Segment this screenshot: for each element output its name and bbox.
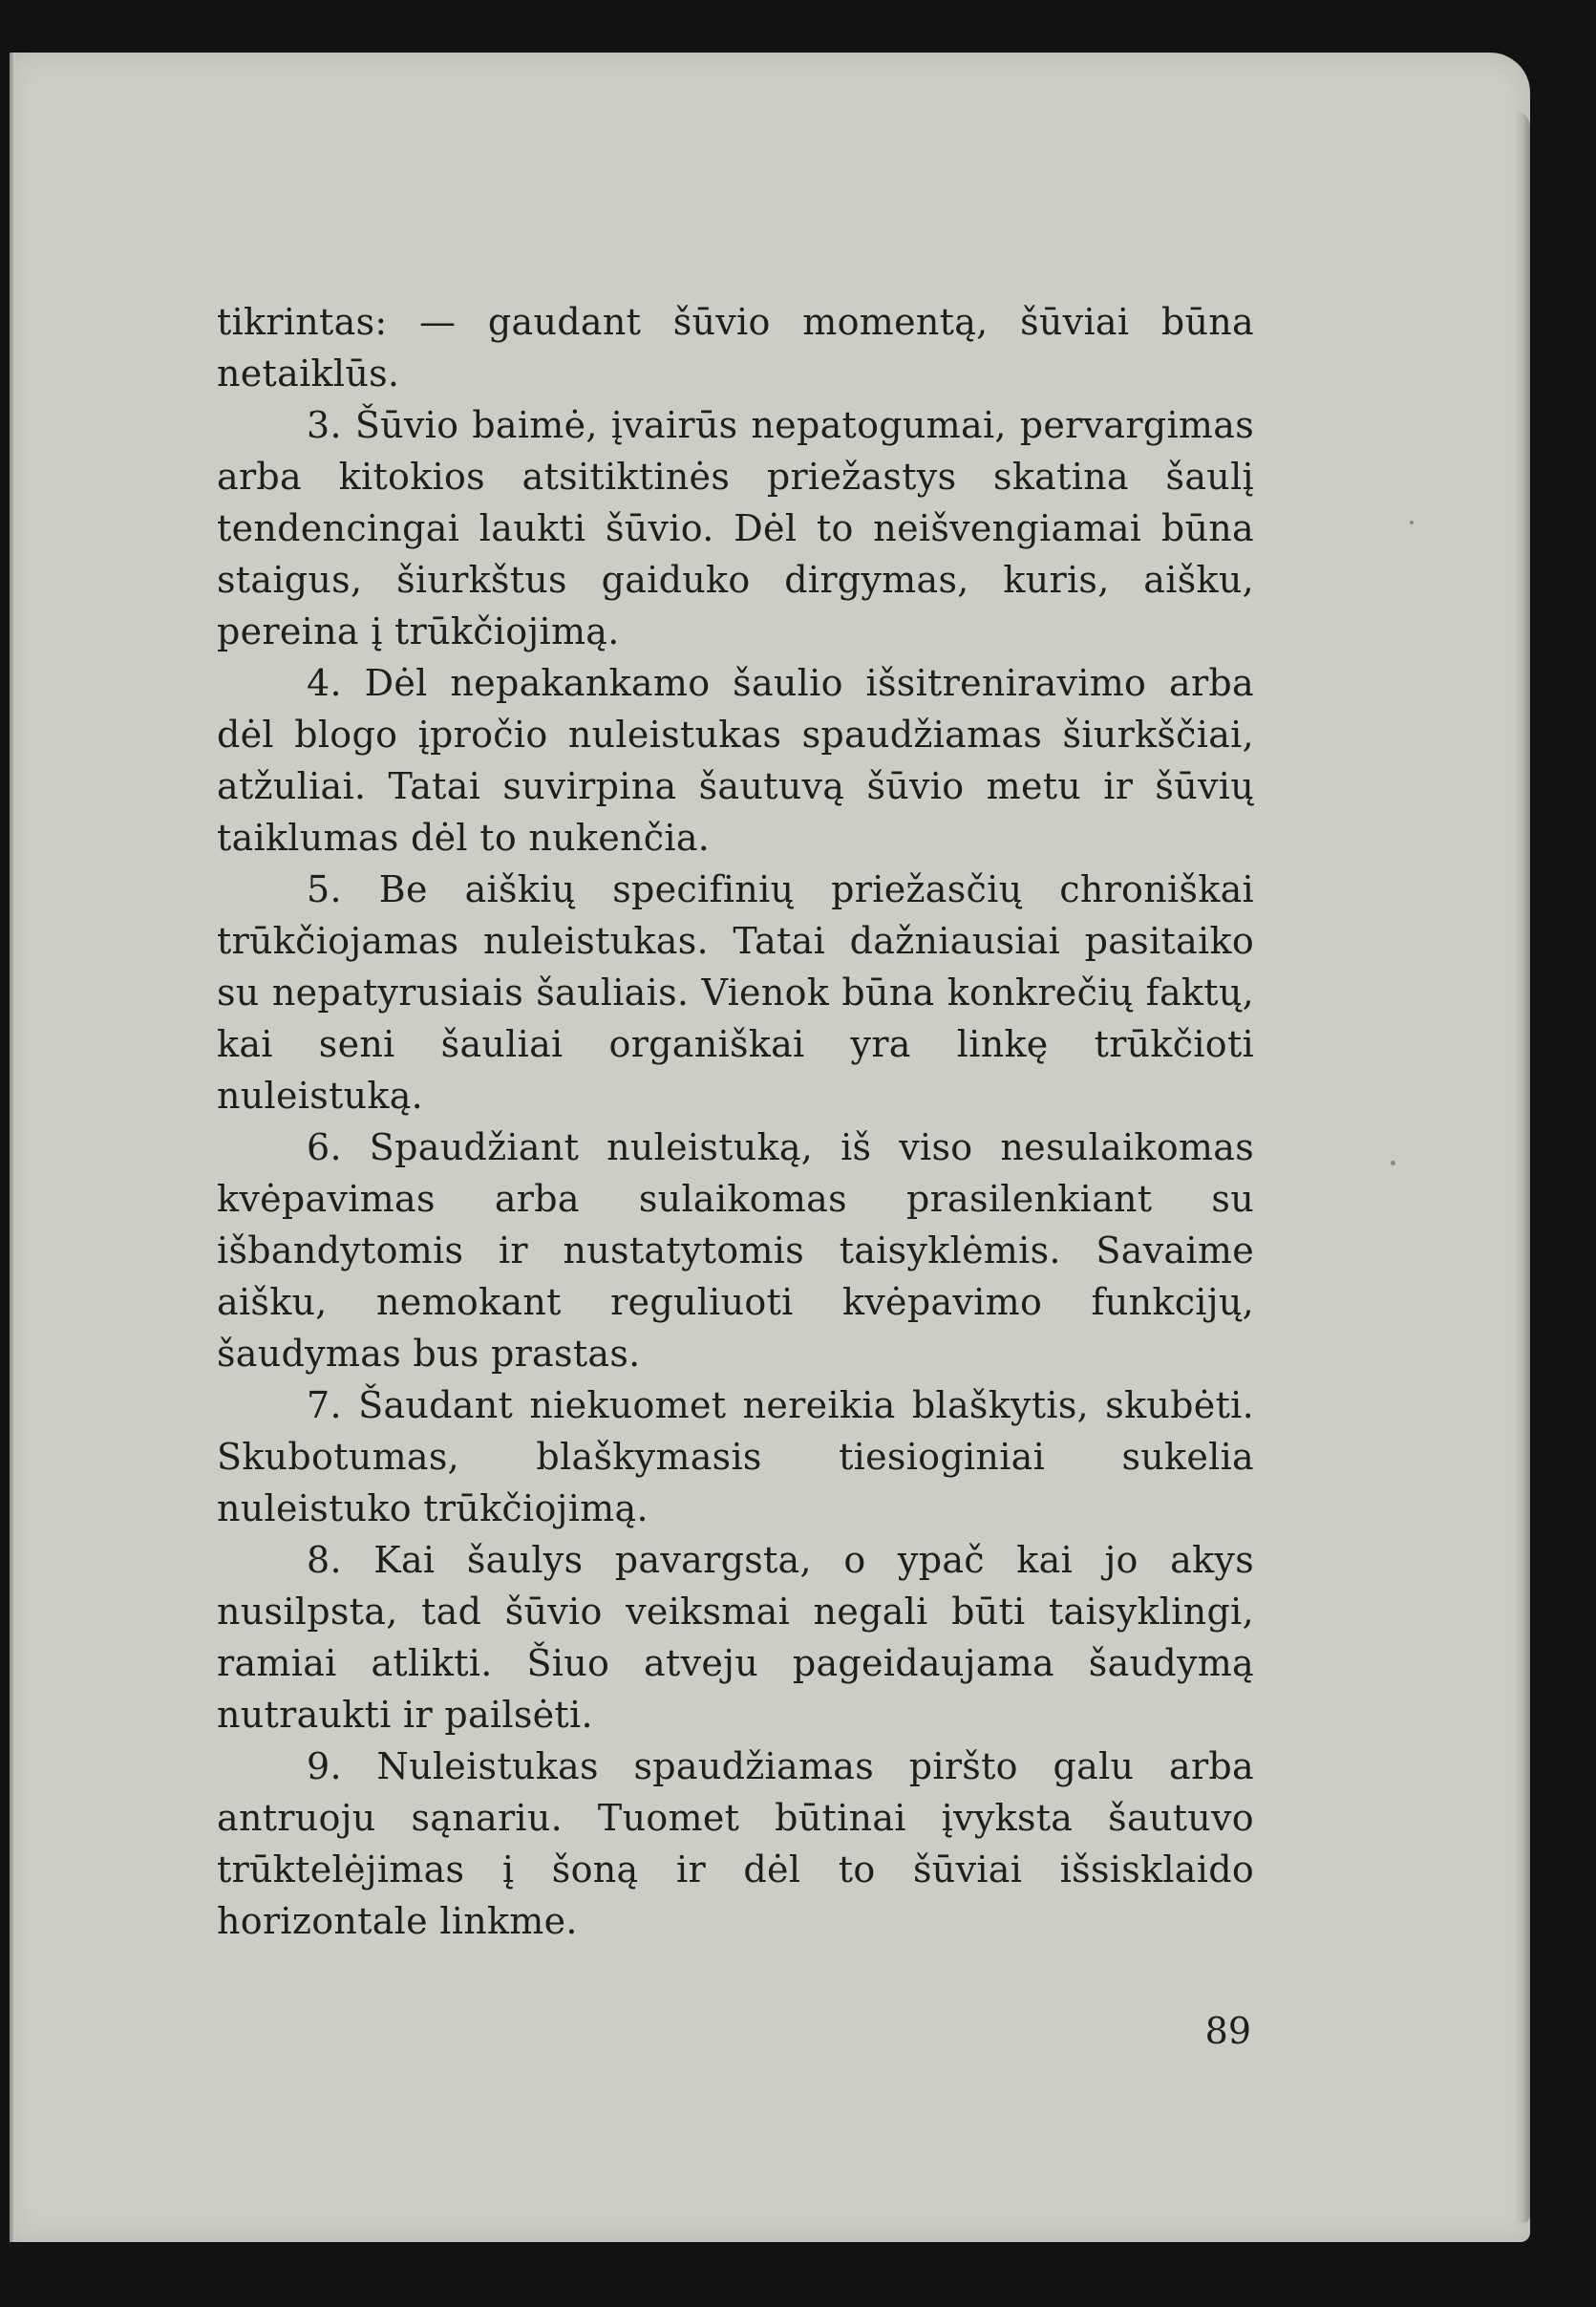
page-number: 89 [1204,2010,1251,2052]
paragraph: 4. Dėl nepakankamo šaulio išsitreniravimo arba dėl blogo įpročio nuleistukas spaudžiamas šiurkščiai, atžuliai. Tatai suvirpina šautuvą šūvio metu ir šūvių taiklumas dėl to nukenčia. [217,662,1254,859]
body-text [217,296,1254,1947]
paragraph: tikrintas: — gaudant šūvio momentą, šūviai būna netaiklūs. [217,301,1254,395]
page-speck [1410,521,1414,524]
page-speck [1391,1161,1395,1165]
page-edge [1513,110,1530,2223]
paragraph: 7. Šaudant niekuomet nereikia blaškytis, skubėti. Skubotumas, blaškymasis tiesioginiai sukelia nuleistuko trūkčiojimą. [217,1384,1254,1529]
paragraph: 3. Šūvio baimė, įvairūs nepatogumai, pervargimas arba kitokios atsitiktinės priežastys skatina šaulį tendencingai laukti šūvio. Dėl to neišvengiamai būna staigus, šiurkštus gaiduko dirgymas, kuris, aišku, pereina į trūkčiojimą. [217,404,1254,652]
paragraph: 5. Be aiškių specifinių priežasčių chroniškai trūkčiojamas nuleistukas. Tatai dažniausiai pasitaiko su nepatyrusiais šauliais. Vienok būna konkrečių faktų, kai seni šauliai organiškai yra linkę trūkčioti nuleistuką. [217,868,1254,1117]
paragraph: 6. Spaudžiant nuleistuką, iš viso nesulaikomas kvėpavimas arba sulaikomas prasilenkiant su išbandytomis ir nustatytomis taisyklėmis. Savaime aišku, nemokant reguliuoti kvėpavimo funkcijų, šaudymas bus prastas. [217,1126,1254,1375]
paragraph: 8. Kai šaulys pavargsta, o ypač kai jo akys nusilpsta, tad šūvio veiksmai negali būti taisyklingi, ramiai atlikti. Šiuo atveju pageidaujama šaudymą nutraukti ir pailsėti. [217,1539,1254,1736]
paragraph: 9. Nuleistukas spaudžiamas piršto galu arba antruoju sąnariu. Tuomet būtinai įvyksta šautuvo trūktelėjimas į šoną ir dėl to šūviai išsisklaido horizontale linkme. [217,1745,1254,1942]
